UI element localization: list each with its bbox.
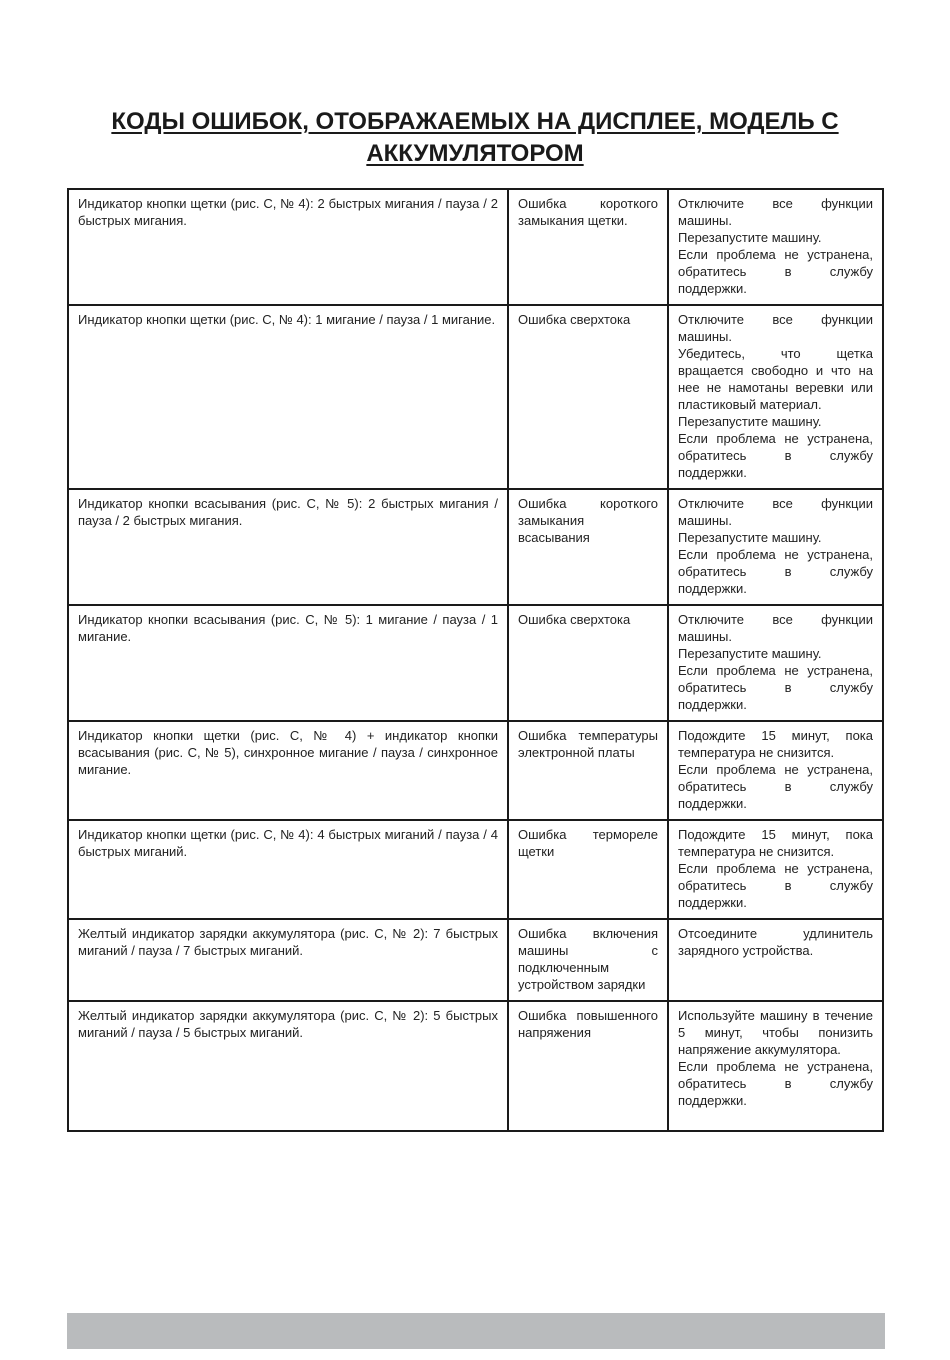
action-line: Отключите все функции машины. [678,312,873,344]
action-cell [668,189,883,305]
action-line: Перезапустите машину. [678,414,822,429]
action-cell [668,919,883,1001]
action-cell [668,721,883,820]
error-cell: Ошибка сверхтока [508,305,668,489]
action-line: Убедитесь, что щетка вращается свободно и что на нее не намотаны веревки или пластиковый материал. [678,346,873,412]
indicator-cell: Индикатор кнопки щетки (рис. С, № 4): 2 быстрых мигания / пауза / 2 быстрых мигания. [68,189,508,305]
page-title-line-1: КОДЫ ОШИБОК, ОТОБРАЖАЕМЫХ НА ДИСПЛЕЕ, МОДЕЛЬ С [111,108,839,136]
error-cell: Ошибка короткого замыкания всасывания [508,489,668,605]
indicator-cell: Индикатор кнопки щетки (рис. С, № 4): 1 мигание / пауза / 1 мигание. [68,305,508,489]
table-row [68,1001,883,1131]
action-cell [668,305,883,489]
action-line: Перезапустите машину. [678,530,822,545]
action-cell [668,605,883,721]
action-cell [668,820,883,919]
indicator-cell: Индикатор кнопки всасывания (рис. С, № 5): 2 быстрых мигания / пауза / 2 быстрых мигания. [68,489,508,605]
table-row [68,305,883,489]
footer-bar [67,1313,885,1349]
error-cell: Ошибка короткого замыкания щетки. [508,189,668,305]
action-line: Если проблема не устранена, обратитесь в службу поддержки. [678,247,873,296]
error-cell: Ошибка включения машины с подключенным устройством зарядки [508,919,668,1001]
action-line: Если проблема не устранена, обратитесь в службу поддержки. [678,431,873,480]
action-line: Если проблема не устранена, обратитесь в службу поддержки. [678,547,873,596]
action-line: Используйте машину в течение 5 минут, чтобы понизить напряжение аккумулятора. [678,1008,873,1057]
page-title-line-2: АККУМУЛЯТОРОМ [366,140,584,168]
indicator-cell: Желтый индикатор зарядки аккумулятора (рис. С, № 2): 7 быстрых миганий / пауза / 7 быстрых миганий. [68,919,508,1001]
action-line: Отсоедините удлинитель зарядного устройства. [678,926,873,958]
action-line: Перезапустите машину. [678,646,822,661]
action-line: Подождите 15 минут, пока температура не снизится. [678,827,873,859]
error-cell: Ошибка повышенного напряжения [508,1001,668,1131]
action-line: Перезапустите машину. [678,230,822,245]
error-codes-table [67,188,884,1132]
action-line: Если проблема не устранена, обратитесь в службу поддержки. [678,1059,873,1108]
table-row [68,605,883,721]
action-cell [668,489,883,605]
page-title [60,106,890,170]
table-row [68,189,883,305]
error-cell: Ошибка сверхтока [508,605,668,721]
action-line: Если проблема не устранена, обратитесь в службу поддержки. [678,762,873,811]
indicator-cell: Индикатор кнопки всасывания (рис. С, № 5): 1 мигание / пауза / 1 мигание. [68,605,508,721]
action-line: Если проблема не устранена, обратитесь в службу поддержки. [678,861,873,910]
action-line: Если проблема не устранена, обратитесь в службу поддержки. [678,663,873,712]
action-line: Подождите 15 минут, пока температура не снизится. [678,728,873,760]
table-row [68,820,883,919]
action-cell [668,1001,883,1131]
indicator-cell: Индикатор кнопки щетки (рис. С, № 4): 4 быстрых миганий / пауза / 4 быстрых миганий. [68,820,508,919]
table-row [68,721,883,820]
error-cell: Ошибка термореле щетки [508,820,668,919]
indicator-cell: Индикатор кнопки щетки (рис. С, № 4) + индикатор кнопки всасывания (рис. С, № 5), синхронное мигание / пауза / синхронное мигание. [68,721,508,820]
action-line: Отключите все функции машины. [678,196,873,228]
action-line: Отключите все функции машины. [678,496,873,528]
action-line: Отключите все функции машины. [678,612,873,644]
table-row [68,919,883,1001]
table-row [68,489,883,605]
error-cell: Ошибка температуры электронной платы [508,721,668,820]
indicator-cell: Желтый индикатор зарядки аккумулятора (рис. С, № 2): 5 быстрых миганий / пауза / 5 быстрых миганий. [68,1001,508,1131]
